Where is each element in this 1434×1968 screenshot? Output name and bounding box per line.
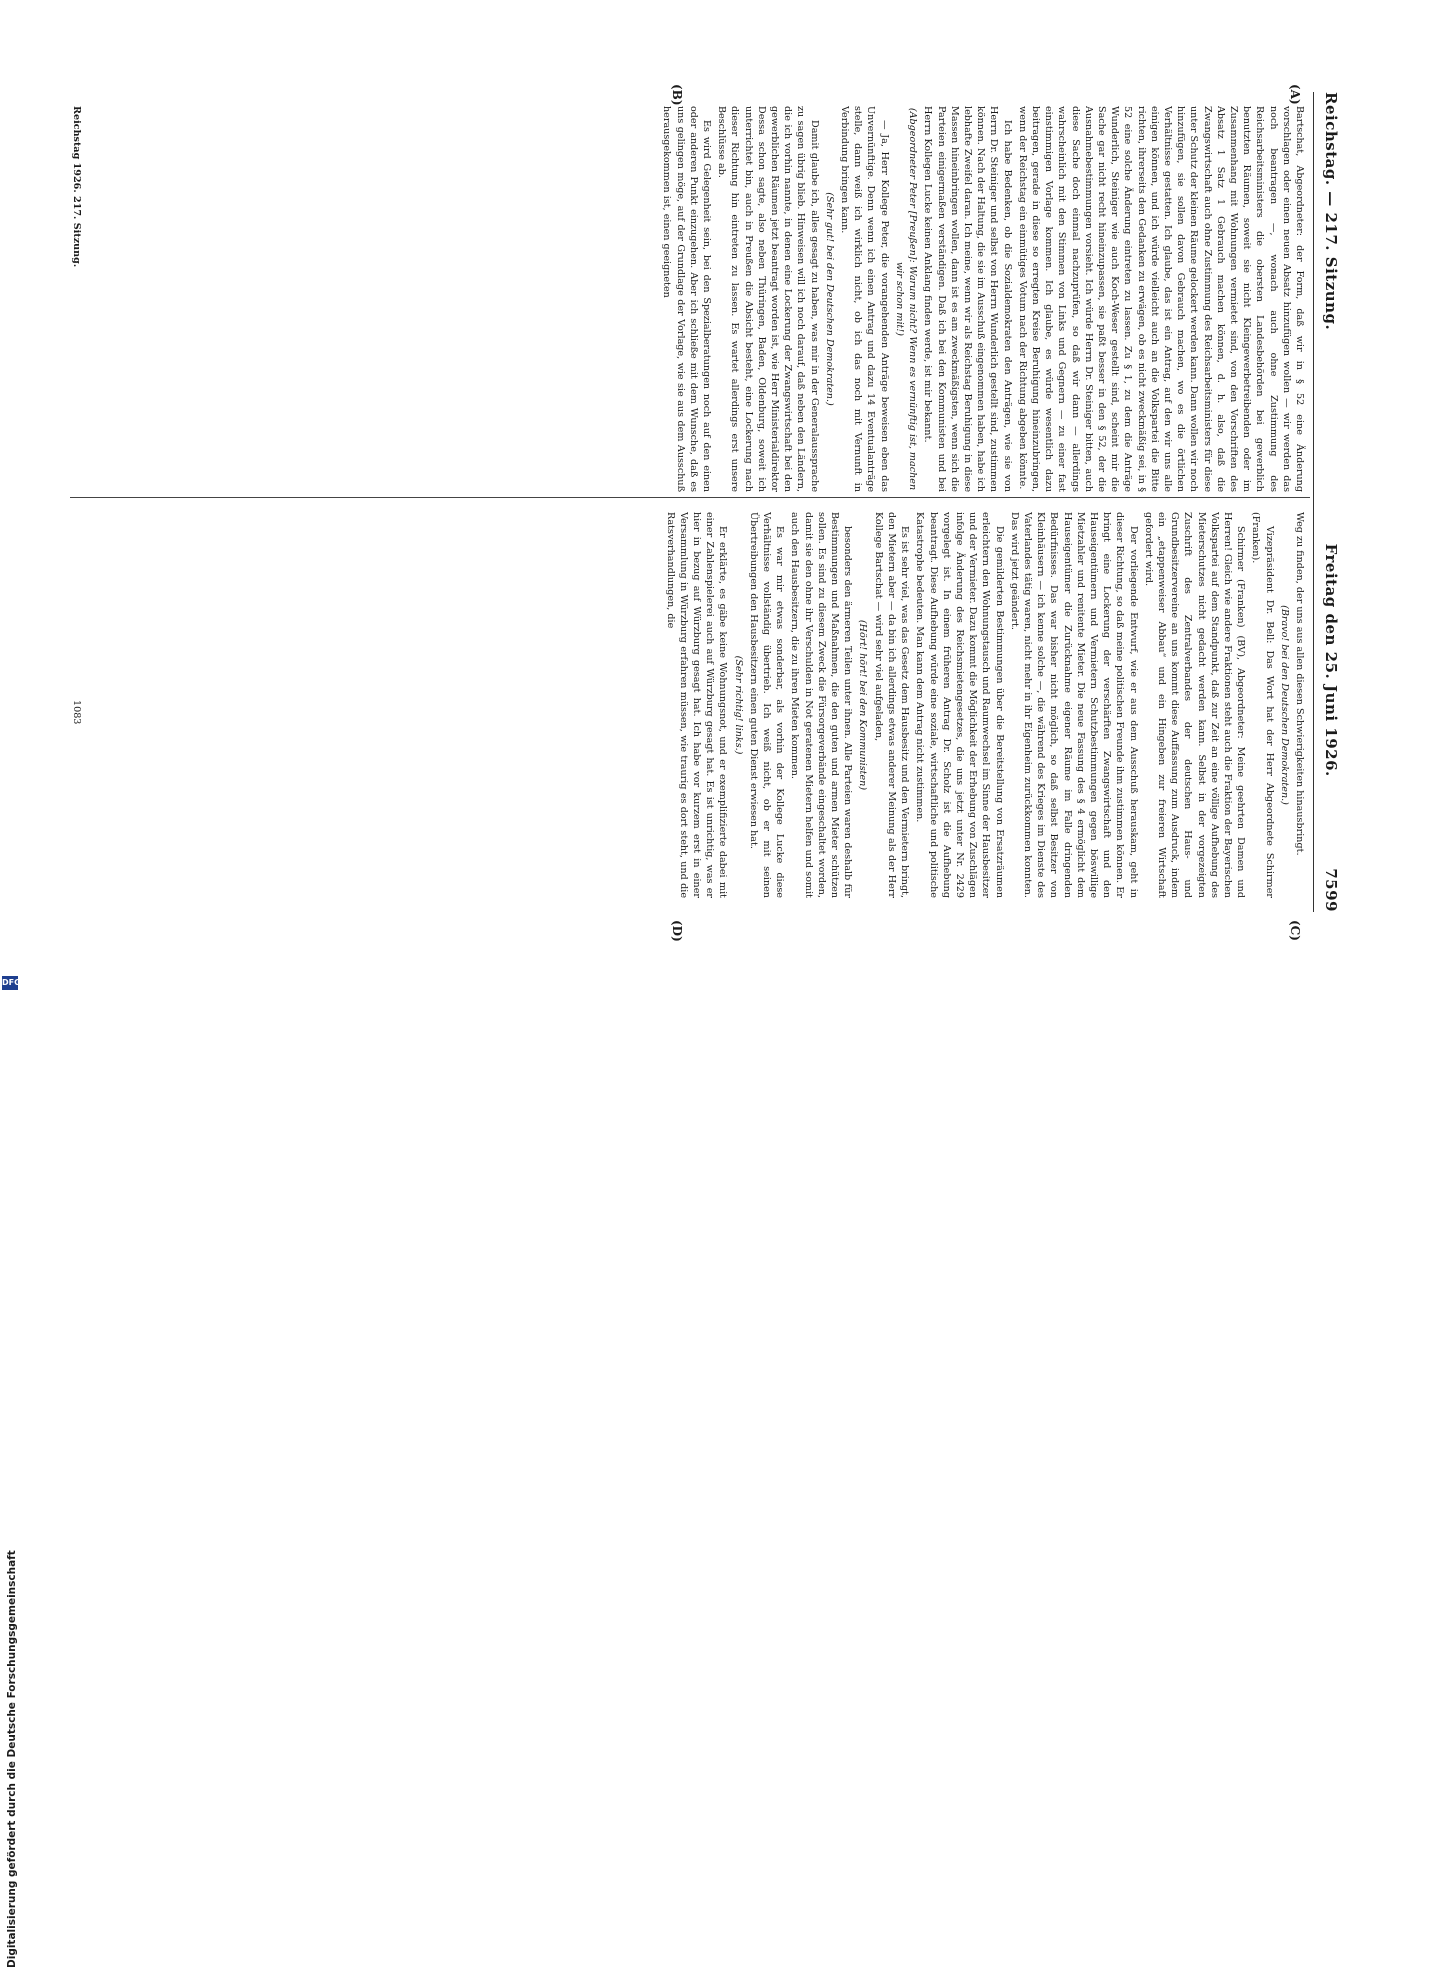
page-header — [1314, 92, 1340, 912]
left-column — [86, 106, 1306, 492]
interjection: (Abgeordneter Peter [Preußen]: Warum nicht? Wenn es vernünftig ist, machen wir schon mit!) — [893, 107, 919, 491]
paragraph: Er erklärte, es gäbe keine Wohnungsnot, und er exemplifizierte dabei mit einer Zahlenspielerei auch auf Würzburg gesagt hat. Es ist unrichtig, was er hier in bezug auf Würzburg gesagt hat. Ich habe vor kurzem erst in einer Versammlung in Würzburg erfahren müssen, wie traurig es dort steht, und die Ratsverhandlungen, die — [664, 512, 729, 898]
interjection: (Sehr richtig! links.) — [732, 655, 744, 755]
paragraph: besonders den ärmeren Teilen unter ihnen. Alle Parteien waren deshalb für Bestimmungen und Maßnahmen, die den guten und armen Mieter schützen sollen. Es sind zu diesem Zweck die Fürsorgeverbände eingeschaltet worden, damit sie den ohne ihr Verschulden in Not geratenen Mietern helfen und somit auch den Hausbesitzern, die zu ihren Mieten kommen. — [789, 512, 854, 898]
digitization-note: Digitalisierung gefördert durch die Deutsche Forschungsgemeinschaft — [6, 1550, 18, 1968]
interjection: (Hört! hört! bei den Kommunisten) — [857, 619, 869, 791]
margin-mark-c: (C) — [1288, 920, 1302, 941]
margin-mark-d: (D) — [670, 920, 684, 942]
paragraph: Der vorliegende Entwurf, wie er aus dem Ausschuß herauskam, geht in dieser Richtung, so daß meine politischen Freunde ihm zustimmen können. Er bringt eine Lockerung der verschärften Zwangswirtschaft und den Hauseigentümern und Vermietern Schutzbestimmungen gegen böswillige Mietzahler und renitente Mieter. Die neue Fassung des § 4 ermöglicht dem Hauseigentümer die Zurücknahme eigener Räume im Falle dringenden Bedürfnisses. Das war bisher nicht möglich, so daß selbst Besitzer von Kleinhäusern — ich kenne solche —, die während des Krieges im Dienste des Vaterlandes tätig waren, nicht mehr in ihr Eigenheim zurückkommen konnten. Das wird jetzt geändert. — [1008, 512, 1139, 898]
margin-mark-b: (B) — [670, 84, 684, 106]
paragraph: — Ja, Herr Kollege Peter, die vorangehenden Anträge beweisen eben das Unvernünftige. Denn wenn ich einen Antrag und dazu 14 Eventualanträge stelle, dann weiß ich wirklich nicht, ob ich das noch mit Vernunft in Verbindung bringen kann. — [839, 106, 890, 492]
right-column — [86, 512, 1306, 898]
paragraph: Es ist sehr viel, was das Gesetz dem Hausbesitz und den Vermietern bringt, den Mietern aber — da bin ich allerdings etwas anderer Meinung als der Herr Kollege Bartschat — wird sehr viel aufgeladen, — [872, 512, 911, 898]
paragraph: Schirmer (Franken) (BV), Abgeordneter: Meine geehrten Damen und Herren! Gleich wie andere Fraktionen steht auch die Fraktion der Bayerischen Volkspartei auf dem Standpunkt, daß zur Zeit an eine völlige Aufhebung des Mieterschutzes nicht gedacht werden kann. Selbst in der vorgezeigten Zuschrift des Zentralverbandes der deutschen Haus- und Grundbesitzervereine an uns kommt diese Auffassung zum Ausdruck, indem ein „etappenweiser Abbau“ und ein Hingeben zur freieren Wirtschaft gefordert wird. — [1142, 512, 1247, 898]
interjection: (Bravo! bei den Deutschen Demokraten.) — [1278, 605, 1290, 805]
interjection: (Sehr gut! bei den Deutschen Demokraten.) — [823, 192, 835, 406]
column-divider — [70, 497, 1310, 498]
paragraph: Vizepräsident Dr. Bell: Das Wort hat der Herr Abgeordnete Schirmer (Franken). — [1250, 512, 1275, 898]
paragraph: Es war mir etwas sonderbar, als vorhin der Kollege Lucke diese Verhältnisse vollständig übertrieb. Ich weiß nicht, ob er mit seinen Übertreibungen den Hausbesitzern einen guten Dienst erwiesen hat. — [747, 512, 786, 898]
header-left: Reichstag. — 217. Sitzung. — [1322, 92, 1340, 331]
paragraph: Die gemilderten Bestimmungen über die Bereitstellung von Ersatzräumen erleichtern den Wohnungstausch und Raumwechsel im Sinne der Hausbesitzer und der Vermieter. Dazu kommt die Möglichkeit der Erhebung von Zuschlägen infolge Änderung des Reichsmietengesetzes, die uns jetzt unter Nr. 2429 vorgelegt ist. In einem früheren Antrag Dr. Scholz ist die Aufhebung beantragt. Diese Aufhebung würde eine soziale, wirtschaftliche und politische Katastrophe bedeuten. Man kann dem Antrag nicht zustimmen. — [914, 512, 1005, 898]
paragraph: Ich habe Bedenken, ob die Sozialdemokraten den Anträgen, wie sie von Herrn Dr. Steiniger und selbst von Herrn Wunderlich gestellt sind, zustimmen können. Nach der Haltung, die sie im Ausschuß eingenommen haben, habe ich lebhafte Zweifel daran. Ich meine, wenn wir als Reichstag Beruhigung in diese Massen hineinbringen wollen, dann ist es am zweckmäßigsten, wenn sich die Parteien einigermaßen verständigen. Daß ich bei den Kommunisten und bei Herrn Kollegen Lucke keinen Anklang finden werde, ist mir bekannt. — [922, 106, 1013, 492]
header-rule — [1313, 92, 1314, 912]
paragraph: Es wird Gelegenheit sein, bei den Spezialberatungen noch auf den einen oder anderen Punkt einzugehen. Aber ich schließe mit dem Wunsche, daß es uns gelingen möge, auf der Grundlage der Vorlage, wie sie aus dem Ausschuß herausgekommen ist, einen geeigneten — [661, 106, 713, 492]
page-number: 7599 — [1322, 868, 1340, 912]
paragraph: Bartschat, Abgeordneter: der Form, daß wir in § 52 eine Änderung vorschlagen oder einen neuen Absatz hinzufügen wollen — wir werden das noch beantragen —, wonach auch ohne Zustimmung des Reichsarbeitsministers die obersten Landesbehörden bei gewerblich benutzten Räumen, soweit sie nicht Kleingewerbetreibenden oder im Zusammenhang mit Wohnungen vermietet sind, von den Vorschriften des Absatz 1 Satz 1 Gebrauch machen können, d. h. also, daß die Zwangswirtschaft auch ohne Zustimmung des Reichsarbeitsministers für diese unter Schutz der kleinen Räume gelockert werden kann. Dann wollen wir noch hinzufügen, sie sollen davon Gebrauch machen, wo es die örtlichen Verhältnisse gestatten. Ich glaube, das ist ein Antrag, auf den wir uns alle einigen können, und ich würde vielleicht auch an die Volkspartei die Bitte richten, ihrerseits den Gedanken zu erwägen, ob es nicht zweckmäßig sei, in § 52 eine solche Änderung eintreten zu lassen. Zu § 1, zu dem die Anträge Wunderlich, Steiniger wie auch Koch-Weser gestellt sind, scheint mir die Sache gar nicht recht hineinzupassen, sie paßt besser in den § 52, der die Ausnahmebestimmungen vorsieht. Ich würde Herrn Dr. Steiniger bitten, auch diese Sache doch einmal nachzuprüfen, so daß wir dann — allerdings wahrscheinlich mit den Stimmen von Links und Gegnern — zu einer fast einstimmigen Vorlage kommen. Ich glaube, es würde wesentlich dazu beitragen, gerade in diese so erregten Kreise Beruhigung hineinzubringen, wenn der Reichstag ein einmütiges Votum nach der Richtung abgeben könnte. — [1016, 106, 1305, 492]
paragraph: Weg zu finden, der uns aus allen diesen Schwierigkeiten hinausbringt. — [1294, 512, 1305, 856]
paragraph: Damit glaube ich, alles gesagt zu haben, was mir in der Generalaussprache zu sagen übrig blieb. Hinweisen will ich noch darauf, daß neben den Ländern, die ich vorhin nannte, in denen eine Lockerung der Zwangswirtschaft bei den gewerblichen Räumen jetzt beantragt worden ist, wie Herr Ministerialdirektor Dessa schon sagte, also neben Thüringen, Baden, Oldenburg, soweit ich unterrichtet bin, auch in Preußen die Absicht besteht, eine Lockerung nach dieser Richtung hin eintreten zu lassen. Es wartet allerdings erst unsere Beschlüsse ab. — [716, 106, 820, 492]
margin-mark-a: (A) — [1288, 84, 1302, 105]
header-right — [1322, 544, 1340, 912]
dfg-logo-icon: DFG — [2, 976, 18, 990]
footer-page-number: 1083 — [71, 700, 82, 725]
footer-left: Reichstag 1926. 217. Sitzung. — [71, 106, 82, 268]
header-date: Freitag den 25. Juni 1926. — [1322, 543, 1340, 777]
